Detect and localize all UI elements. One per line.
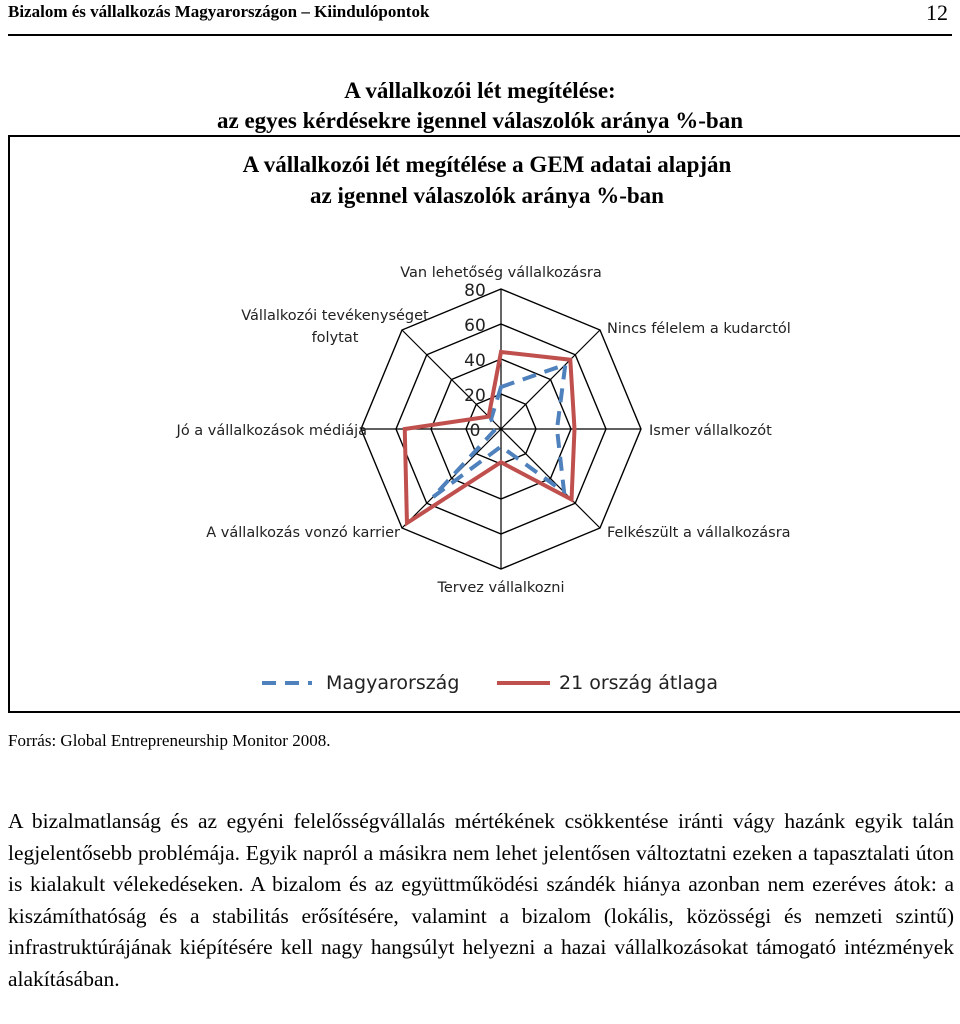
source-note: Forrás: Global Entrepreneurship Monitor 2008. — [8, 731, 331, 750]
radar-tick-label-20: 20 — [464, 386, 486, 406]
legend-label-0: Magyarország — [326, 672, 460, 694]
category-label-1: Nincs félelem a kudarctól — [607, 321, 791, 337]
page-number: 12 — [926, 0, 948, 25]
page-header — [8, 0, 952, 36]
category-label-7-line0: Vállalkozói tevékenységet — [241, 308, 429, 324]
radar-tick-label-80: 80 — [464, 281, 486, 301]
category-label-0: Van lehetőség vállalkozásra — [400, 265, 602, 281]
radar-tick-label-60: 60 — [464, 316, 486, 336]
category-label-3: Felkészült a vállalkozásra — [607, 525, 791, 541]
category-label-4: Tervez vállalkozni — [437, 580, 565, 596]
chart-frame — [8, 135, 960, 713]
category-label-5: A vállalkozás vonzó karrier — [206, 525, 400, 541]
body-paragraph: A bizalmatlanság és az egyéni felelősségvállalás mértékének csökkentése iránti vágy hazánk egyik talán legjelentősebb problémája. Egyik napról a másikra nem lehet jelentősen változtatni ezeken a tapasztalati úton is kialakult vélekedéseken. A bizalom és az együttműködési szándék hiánya azonban nem ezeréves átok: a kiszámíthatóság és a stabilitás erősítésére, valamint a bizalom (lokális, közösségi és nemzeti szintű) infrastruktúrájának kiépítésére kell nagy hangsúlyt helyezni a hazai vállalkozásokat támogató intézmények alakításában. — [8, 809, 954, 991]
category-label-7-line1: folytat — [311, 330, 359, 346]
chart-title-line1: A vállalkozói lét megítélése a GEM adatai alapján — [242, 152, 732, 177]
category-label-6: Jó a vállalkozások médiája — [176, 423, 367, 439]
radar-tick-label-40: 40 — [464, 351, 486, 371]
radar-chart — [10, 137, 960, 711]
figure-title-line2: az egyes kérdésekre igennel válaszolók aránya %-ban — [217, 108, 743, 133]
chart-title-line2: az igennel válaszolók aránya %-ban — [310, 183, 664, 208]
legend-label-1: 21 ország átlaga — [559, 672, 718, 694]
radar-tick-label-0: 0 — [469, 421, 481, 441]
category-label-2: Ismer vállalkozót — [649, 423, 772, 439]
figure-title-line1: A vállalkozói lét megítélése: — [344, 78, 616, 103]
document-title: Bizalom és vállalkozás Magyarországon – Kiindulópontok — [8, 2, 430, 21]
